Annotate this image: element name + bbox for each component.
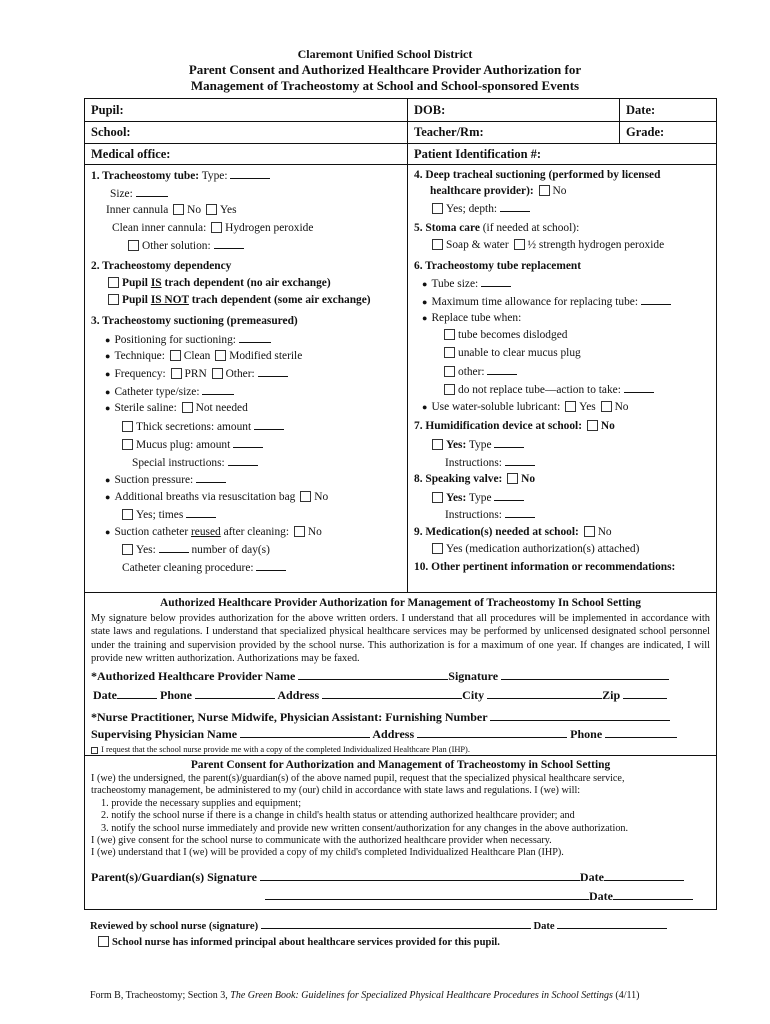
technique-row: ● Technique: Clean Modified sterile <box>105 350 303 362</box>
suction-pressure-row: ● Suction pressure: <box>105 472 226 487</box>
catheter-cleaning-row <box>122 560 286 575</box>
reviewed-field[interactable] <box>261 918 531 929</box>
replace-other-row <box>442 364 517 379</box>
do-not-replace-checkbox[interactable] <box>444 384 455 395</box>
principal-informed-row <box>96 936 500 950</box>
parent-signature-field-2[interactable] <box>265 889 589 900</box>
provider-zip-field[interactable] <box>623 688 667 699</box>
type-label: Type <box>468 439 492 451</box>
clean-inner-row <box>112 221 313 235</box>
modified-sterile-checkbox[interactable] <box>215 350 226 361</box>
parent-date-field-2[interactable] <box>613 889 693 900</box>
other-label: Other: <box>225 368 255 380</box>
form-title-line1: Parent Consent and Authorized Healthcare Provider Authorization for <box>188 62 582 77</box>
parent-signature-label: Parent(s)/Guardian(s) Signature <box>91 870 257 884</box>
supervising-address-field[interactable] <box>417 727 567 738</box>
other-solution-label: Other solution: <box>142 240 211 252</box>
principal-informed-checkbox[interactable] <box>98 936 109 947</box>
positioning-row: ● Positioning for suctioning: <box>105 332 271 347</box>
row-divider <box>85 121 716 122</box>
mucus-field[interactable] <box>233 437 263 448</box>
lubricant-yes-checkbox[interactable] <box>565 401 576 412</box>
yes-times-label: Yes; times <box>136 509 184 521</box>
section-4-title: 4. Deep tracheal suctioning (performed by licensed <box>414 169 661 181</box>
other-solution-row <box>126 238 244 253</box>
lubricant-label: Use water-soluble lubricant: <box>431 401 561 413</box>
special-field[interactable] <box>228 455 258 466</box>
humidification-type-field[interactable] <box>494 437 524 448</box>
depth-yes-checkbox[interactable] <box>432 203 443 214</box>
thick-field[interactable] <box>254 419 284 430</box>
hydrogen-label: Hydrogen peroxide <box>225 222 314 234</box>
prn-label: PRN <box>184 368 207 380</box>
reused-no-checkbox[interactable] <box>294 526 305 537</box>
section-9-row <box>414 525 612 539</box>
parent-date-label: Date <box>579 870 604 884</box>
no-label: No <box>314 491 329 503</box>
replace-other-field[interactable] <box>487 364 517 375</box>
dislodged-label: tube becomes dislodged <box>458 329 568 341</box>
column-divider <box>407 99 408 592</box>
is-text: IS <box>150 277 162 289</box>
special-label: Special instructions: <box>132 457 225 469</box>
modified-sterile-label: Modified sterile <box>229 350 303 362</box>
deep-suction-no-checkbox[interactable] <box>539 185 550 196</box>
column-divider <box>619 99 620 143</box>
suction-pressure-field[interactable] <box>196 472 226 483</box>
section-4-row2 <box>430 184 566 198</box>
dislodged-checkbox[interactable] <box>444 329 455 340</box>
footer-form-id: Form B, Tracheostomy; Section 3, <box>90 990 231 1001</box>
yes-label: Yes: <box>446 439 467 451</box>
tube-size-row: ● Tube size: <box>422 276 511 291</box>
section-7-title: 7. Humidification device at school: <box>414 420 583 432</box>
frequency-other-field[interactable] <box>258 366 288 377</box>
mucus-checkbox[interactable] <box>122 439 133 450</box>
yes-label: Yes: <box>446 492 467 504</box>
saline-row: ● Sterile saline: Not needed <box>105 402 248 414</box>
section-1-title: 1. Tracheostomy tube: <box>91 170 200 182</box>
do-not-field[interactable] <box>624 382 654 393</box>
parent-body <box>91 773 710 860</box>
supervising-row <box>91 727 677 741</box>
no-label: No <box>614 401 629 413</box>
lubricant-row: ● Use water-soluble lubricant: Yes No <box>422 401 629 413</box>
provider-name-row <box>91 669 669 683</box>
ihp-request-label: I request that the school nurse provide me with a copy of the completed Individualized Healthcare Plan (IHP). <box>99 745 470 754</box>
provider-signature-field[interactable] <box>501 669 669 680</box>
footer-date: (4/11) <box>612 990 640 1001</box>
medication-yes-row <box>430 542 639 556</box>
provider-city-field[interactable] <box>487 688 602 699</box>
patient-id-label: Patient Identification #: <box>414 147 542 161</box>
parent-date-label-2: Date <box>589 889 613 903</box>
provider-phone-field[interactable] <box>195 688 275 699</box>
depth-field[interactable] <box>500 201 530 212</box>
np-row <box>91 710 670 724</box>
frequency-other-checkbox[interactable] <box>212 368 223 379</box>
provider-zip-label: Zip <box>602 688 621 702</box>
humidification-instructions-row <box>445 455 535 470</box>
section-2-title: 2. Tracheostomy dependency <box>91 260 232 272</box>
half-strength-label: ½ strength hydrogen peroxide <box>527 239 665 251</box>
speaking-yes-row <box>430 490 524 505</box>
parent-item-3: 3. notify the school nurse immediately and provide new written consent/authorization for any changes in the above authorization. <box>101 822 629 834</box>
clean-inner-label: Clean inner cannula: <box>112 222 207 234</box>
speaking-instructions-row <box>445 507 535 522</box>
size-label: Size: <box>110 188 133 200</box>
section-8-row <box>414 472 535 486</box>
provider-name-label: *Authorized Healthcare Provider Name <box>91 669 296 683</box>
is-not-text: IS NOT <box>150 294 189 306</box>
np-label: *Nurse Practitioner, Nurse Midwife, Physician Assistant: Furnishing Number <box>91 710 488 724</box>
no-label: No <box>552 185 567 197</box>
max-time-field[interactable] <box>641 294 671 305</box>
speaking-instructions-field[interactable] <box>505 507 535 518</box>
section-6-title: 6. Tracheostomy tube replacement <box>414 260 582 272</box>
parent-signature-row-2 <box>265 889 693 903</box>
pupil-not-row <box>106 293 371 307</box>
clean-checkbox[interactable] <box>170 350 181 361</box>
parent-signature-field[interactable] <box>260 870 580 881</box>
size-row <box>110 186 168 201</box>
provider-city-label: City <box>462 688 485 702</box>
special-row <box>132 455 258 470</box>
speaking-no-checkbox[interactable] <box>507 473 518 484</box>
provider-address-label: Address <box>277 688 320 702</box>
unable-row <box>442 346 581 360</box>
supervising-phone-field[interactable] <box>605 727 677 738</box>
type-label: Type: <box>201 170 228 182</box>
no-label: No <box>307 526 322 538</box>
depth-row <box>430 201 530 216</box>
technique-label: Technique: <box>114 350 165 362</box>
provider-date-label: Date <box>93 688 117 702</box>
do-not-row <box>442 382 654 397</box>
frequency-row: ● Frequency: PRN Other: <box>105 366 288 381</box>
reused-yes-row <box>120 542 270 557</box>
supervising-phone-label: Phone <box>570 727 603 741</box>
date-label: Date: <box>626 103 656 117</box>
reused-days-field[interactable] <box>159 542 189 553</box>
inner-cannula-no-checkbox[interactable] <box>173 204 184 215</box>
section-9-title: 9. Medication(s) needed at school: <box>414 526 579 538</box>
review-date-field[interactable] <box>557 918 667 929</box>
catheter-cleaning-field[interactable] <box>256 560 286 571</box>
school-label: School: <box>91 125 131 139</box>
half-strength-checkbox[interactable] <box>514 239 525 250</box>
instructions-label: Instructions: <box>445 509 502 521</box>
catheter-label: Catheter type/size: <box>114 386 200 398</box>
no-label: No <box>597 526 612 538</box>
pupil-not-rest: trach dependent (some air exchange) <box>188 294 371 306</box>
principal-informed-label: School nurse has informed principal about healthcare services provided for this pupil. <box>112 937 500 948</box>
frequency-label: Frequency: <box>114 368 166 380</box>
positioning-field[interactable] <box>239 332 271 343</box>
row-divider <box>85 143 716 144</box>
no-label: No <box>187 204 202 216</box>
catheter-field[interactable] <box>202 384 234 395</box>
thick-label: Thick secretions: amount <box>136 421 252 433</box>
form-table <box>84 98 717 910</box>
reviewed-label: Reviewed by school nurse (signature) <box>90 921 259 932</box>
section-7-row <box>414 419 615 433</box>
stoma-options-row <box>430 238 664 252</box>
max-time-row: ● Maximum time allowance for replacing tube: <box>422 294 671 309</box>
section-5-sub: (if needed at school): <box>482 222 580 234</box>
reused-yes-checkbox[interactable] <box>122 544 133 555</box>
inner-cannula-yes-checkbox[interactable] <box>206 204 217 215</box>
positioning-label: Positioning for suctioning: <box>114 334 236 346</box>
parent-line-4: I (we) understand that I (we) will be provided a copy of my child's completed Individualized Healthcare Plan (IHP). <box>91 847 564 859</box>
replace-other-checkbox[interactable] <box>444 366 455 377</box>
reused-text: reused <box>190 526 221 538</box>
provider-date-field[interactable] <box>117 688 157 699</box>
medication-yes-checkbox[interactable] <box>432 543 443 554</box>
supervising-address-label: Address <box>372 727 415 741</box>
pupil-is-text: Pupil <box>122 277 151 289</box>
pupil-is-checkbox[interactable] <box>108 277 119 288</box>
ihp-request-row <box>91 743 470 757</box>
review-row <box>90 918 667 934</box>
parent-line-3: I (we) give consent for the school nurse to communicate with the authorized healthcare provider when necessary. <box>91 835 552 847</box>
yes-label: Yes: <box>136 544 156 556</box>
parent-date-field[interactable] <box>604 870 684 881</box>
do-not-label: do not replace tube—action to take: <box>458 384 621 396</box>
max-time-label: Maximum time allowance for replacing tube: <box>431 296 638 308</box>
parent-section-title: Parent Consent for Authorization and Management of Tracheostomy in School Setting <box>190 759 611 771</box>
replace-when-row: ● Replace tube when: <box>422 312 522 324</box>
provider-body: My signature below provides authorization for the above written orders. I understand that all procedures will be implemented in accordance with state laws and regulations. I understand that specialized physical healthcare services may be performed by unlicensed designated school personnel under the training and supervision provided by the school nurse. This authorization is for a maximum of one year. If changes are indicated, I will provide new written authorization. Authorizations may be faxed. <box>91 613 710 665</box>
humidification-yes-checkbox[interactable] <box>432 439 443 450</box>
pupil-is-rest: trach dependent (no air exchange) <box>161 277 331 289</box>
mucus-row <box>120 437 263 452</box>
dislodged-row <box>442 328 567 342</box>
parent-item-1: 1. provide the necessary supplies and equipment; <box>101 797 302 809</box>
medication-no-checkbox[interactable] <box>584 526 595 537</box>
lubricant-no-checkbox[interactable] <box>601 401 612 412</box>
row-divider <box>85 164 716 165</box>
parent-signature-row <box>91 870 684 884</box>
reused-row: ● Suction catheter reused after cleaning: No <box>105 526 322 538</box>
mucus-label: Mucus plug: amount <box>136 439 231 451</box>
form-title-line2: Management of Tracheostomy at School and School-sponsored Events <box>190 78 580 93</box>
replace-when-label: Replace tube when: <box>431 312 522 324</box>
pupil-not-checkbox[interactable] <box>108 294 119 305</box>
type-label: Type <box>468 492 492 504</box>
humidification-yes-row <box>430 437 524 452</box>
district-name: Claremont Unified School District <box>297 47 473 61</box>
other-solution-checkbox[interactable] <box>128 240 139 251</box>
provider-section-title: Authorized Healthcare Provider Authorization for Management of Tracheostomy In School Setting <box>160 597 641 609</box>
provider-signature-label: Signature <box>448 669 499 683</box>
ihp-request-checkbox[interactable] <box>91 747 98 754</box>
pupil-not-text: Pupil <box>122 294 151 306</box>
no-label: No <box>600 420 615 432</box>
humidification-no-checkbox[interactable] <box>587 420 598 431</box>
grade-label: Grade: <box>626 125 665 139</box>
thick-row <box>120 419 284 434</box>
section-1 <box>91 168 270 183</box>
other-label: other: <box>458 366 485 378</box>
section-5-row <box>414 221 579 235</box>
provider-name-field[interactable] <box>298 669 448 680</box>
section-10-title: 10. Other pertinent information or recommendations: <box>414 561 676 573</box>
pupil-is-row <box>106 276 331 290</box>
soap-checkbox[interactable] <box>432 239 443 250</box>
section-divider <box>85 592 716 593</box>
medication-yes-label: Yes (medication authorization(s) attached) <box>446 543 640 555</box>
dob-label: DOB: <box>414 103 446 117</box>
review-date-label: Date <box>533 921 555 932</box>
yes-times-field[interactable] <box>186 507 216 518</box>
breaths-row: ● Additional breaths via resuscitation bag No <box>105 491 329 503</box>
parent-line-1: I (we) the undersigned, the parent(s)/guardian(s) of the above named pupil, request that the specialized physical healthcare service, <box>91 773 625 784</box>
pupil-label: Pupil: <box>91 103 124 117</box>
breaths-label: Additional breaths via resuscitation bag <box>114 491 296 503</box>
not-needed-label: Not needed <box>195 402 248 414</box>
np-field[interactable] <box>490 710 670 721</box>
speaking-type-field[interactable] <box>494 490 524 501</box>
clean-label: Clean <box>183 350 211 362</box>
supervising-label: Supervising Physician Name <box>91 727 238 741</box>
size-field[interactable] <box>136 186 168 197</box>
yes-label: Yes <box>219 204 237 216</box>
not-needed-checkbox[interactable] <box>182 402 193 413</box>
no-label: No <box>521 473 536 485</box>
breaths-no-checkbox[interactable] <box>300 491 311 502</box>
section-8-title: 8. Speaking valve: <box>414 473 503 485</box>
reused-text-a: Suction catheter <box>114 526 191 538</box>
unable-label: unable to clear mucus plug <box>458 347 581 359</box>
parent-line-2: tracheostomy management, be administered to my (our) child in accordance with state laws and regulations. I (we) will: <box>91 785 581 797</box>
footer <box>90 990 639 1001</box>
suction-pressure-label: Suction pressure: <box>114 474 194 486</box>
speaking-yes-checkbox[interactable] <box>432 492 443 503</box>
saline-label: Sterile saline: <box>114 402 177 414</box>
prn-checkbox[interactable] <box>171 368 182 379</box>
yes-depth-label: Yes; depth: <box>446 203 498 215</box>
soap-label: Soap & water <box>446 239 509 251</box>
footer-publication: The Green Book: Guidelines for Specialized Physical Healthcare Procedures in School Settings <box>230 990 613 1001</box>
provider-address-field[interactable] <box>322 688 462 699</box>
section-3-title: 3. Tracheostomy suctioning (premeasured) <box>91 315 298 327</box>
hydrogen-checkbox[interactable] <box>211 222 222 233</box>
yes-times-row <box>120 507 216 522</box>
type-field[interactable] <box>230 168 270 179</box>
days-label: number of day(s) <box>191 544 270 556</box>
catheter-cleaning-label: Catheter cleaning procedure: <box>122 562 254 574</box>
tube-size-label: Tube size: <box>431 278 479 290</box>
teacher-label: Teacher/Rm: <box>414 125 484 139</box>
inner-cannula-label: Inner cannula <box>106 204 169 216</box>
parent-item-2: 2. notify the school nurse if there is a change in child's health status or attending authorized healthcare provider; and <box>101 810 575 822</box>
thick-checkbox[interactable] <box>122 421 133 432</box>
catheter-row: ● Catheter type/size: <box>105 384 234 399</box>
yes-times-checkbox[interactable] <box>122 509 133 520</box>
unable-checkbox[interactable] <box>444 347 455 358</box>
instructions-label: Instructions: <box>445 457 502 469</box>
tube-size-field[interactable] <box>481 276 511 287</box>
humidification-instructions-field[interactable] <box>505 455 535 466</box>
yes-label: Yes <box>579 401 596 413</box>
section-5-title: 5. Stoma care <box>414 222 480 234</box>
provider-phone-label: Phone <box>160 688 193 702</box>
section-4-line2: healthcare provider): <box>430 185 534 197</box>
provider-contact-row <box>93 688 667 702</box>
medical-office-label: Medical office: <box>91 147 171 161</box>
other-solution-field[interactable] <box>214 238 244 249</box>
reused-text-b: after cleaning: <box>220 526 290 538</box>
supervising-field[interactable] <box>240 727 370 738</box>
inner-cannula-row <box>106 203 237 217</box>
